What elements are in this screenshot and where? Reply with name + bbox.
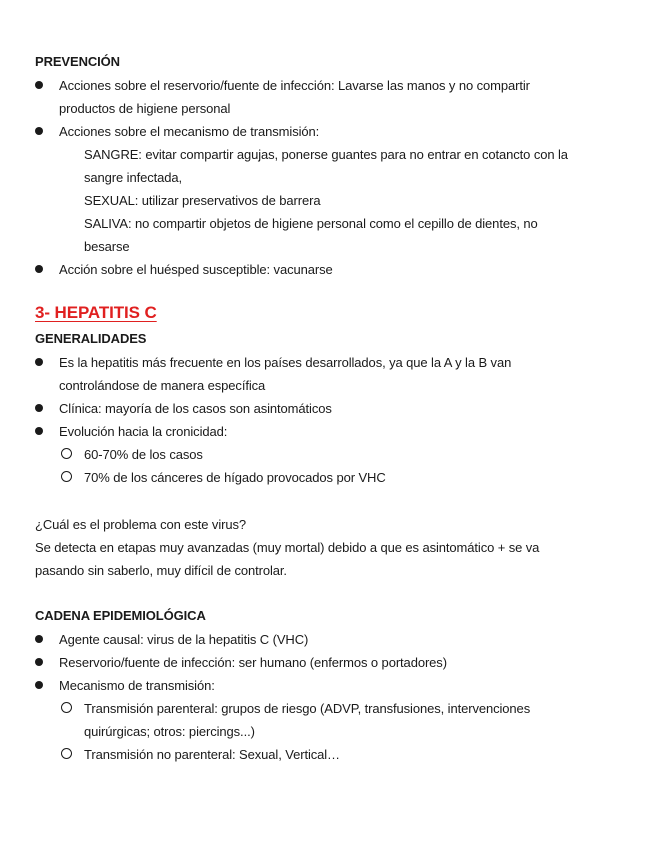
generalidades-item2: Clínica: mayoría de los casos son asintomáticos [59,401,332,416]
bullet-icon [35,265,43,273]
prevencion-item1-line2: productos de higiene personal [59,101,231,116]
bullet-icon [35,404,43,412]
bullet-icon [35,427,43,435]
problema-question: ¿Cuál es el problema con este virus? [35,517,247,532]
cadena-item1: Agente causal: virus de la hepatitis C (VHC) [59,632,309,647]
prevencion-item3: Acción sobre el huésped susceptible: vacunarse [59,262,333,277]
prevencion-sangre-line1: SANGRE: evitar compartir agujas, ponerse guantes para no entrar en cotancto con la [84,147,568,162]
problema-answer-line1: Se detecta en etapas muy avanzadas (muy mortal) debido a que es asintomático + se va [35,540,540,555]
cadena-heading: CADENA EPIDEMIOLÓGICA [35,608,206,623]
generalidades-item3: Evolución hacia la cronicidad: [59,424,228,439]
bullet-icon [35,81,43,89]
prevencion-sangre-line2: sangre infectada, [84,170,183,185]
problema-answer-line2: pasando sin saberlo, muy difícil de controlar. [35,563,287,578]
bullet-icon [35,681,43,689]
cadena-item2: Reservorio/fuente de infección: ser humano (enfermos o portadores) [59,655,447,670]
prevencion-item1-line1: Acciones sobre el reservorio/fuente de infección: Lavarse las manos y no compartir [59,78,530,93]
prevencion-sexual: SEXUAL: utilizar preservativos de barrera [84,193,321,208]
generalidades-sub1: 60-70% de los casos [84,447,203,462]
generalidades-item1-line2: controlándose de manera específica [59,378,266,393]
prevencion-saliva-line1: SALIVA: no compartir objetos de higiene personal como el cepillo de dientes, no [84,216,538,231]
bullet-icon [35,658,43,666]
prevencion-saliva-line2: besarse [84,239,130,254]
prevencion-item2-line1: Acciones sobre el mecanismo de transmisión: [59,124,320,139]
cadena-sub2: Transmisión no parenteral: Sexual, Vertical… [84,747,340,762]
bullet-icon [35,635,43,643]
bullet-icon [35,127,43,135]
bullet-icon [35,358,43,366]
circle-bullet-icon [61,702,72,713]
circle-bullet-icon [61,471,72,482]
cadena-item3: Mecanismo de transmisión: [59,678,215,693]
cadena-sub1-line2: quirúrgicas; otros: piercings...) [84,724,255,739]
cadena-sub1-line1: Transmisión parenteral: grupos de riesgo (ADVP, transfusiones, intervenciones [84,701,531,716]
generalidades-item1-line1: Es la hepatitis más frecuente en los países desarrollados, ya que la A y la B van [59,355,512,370]
prevencion-heading: PREVENCIÓN [35,54,120,69]
generalidades-sub2: 70% de los cánceres de hígado provocados por VHC [84,470,386,485]
circle-bullet-icon [61,448,72,459]
generalidades-heading: GENERALIDADES [35,331,147,346]
hepatitis-c-title: 3- HEPATITIS C [35,303,157,322]
circle-bullet-icon [61,748,72,759]
